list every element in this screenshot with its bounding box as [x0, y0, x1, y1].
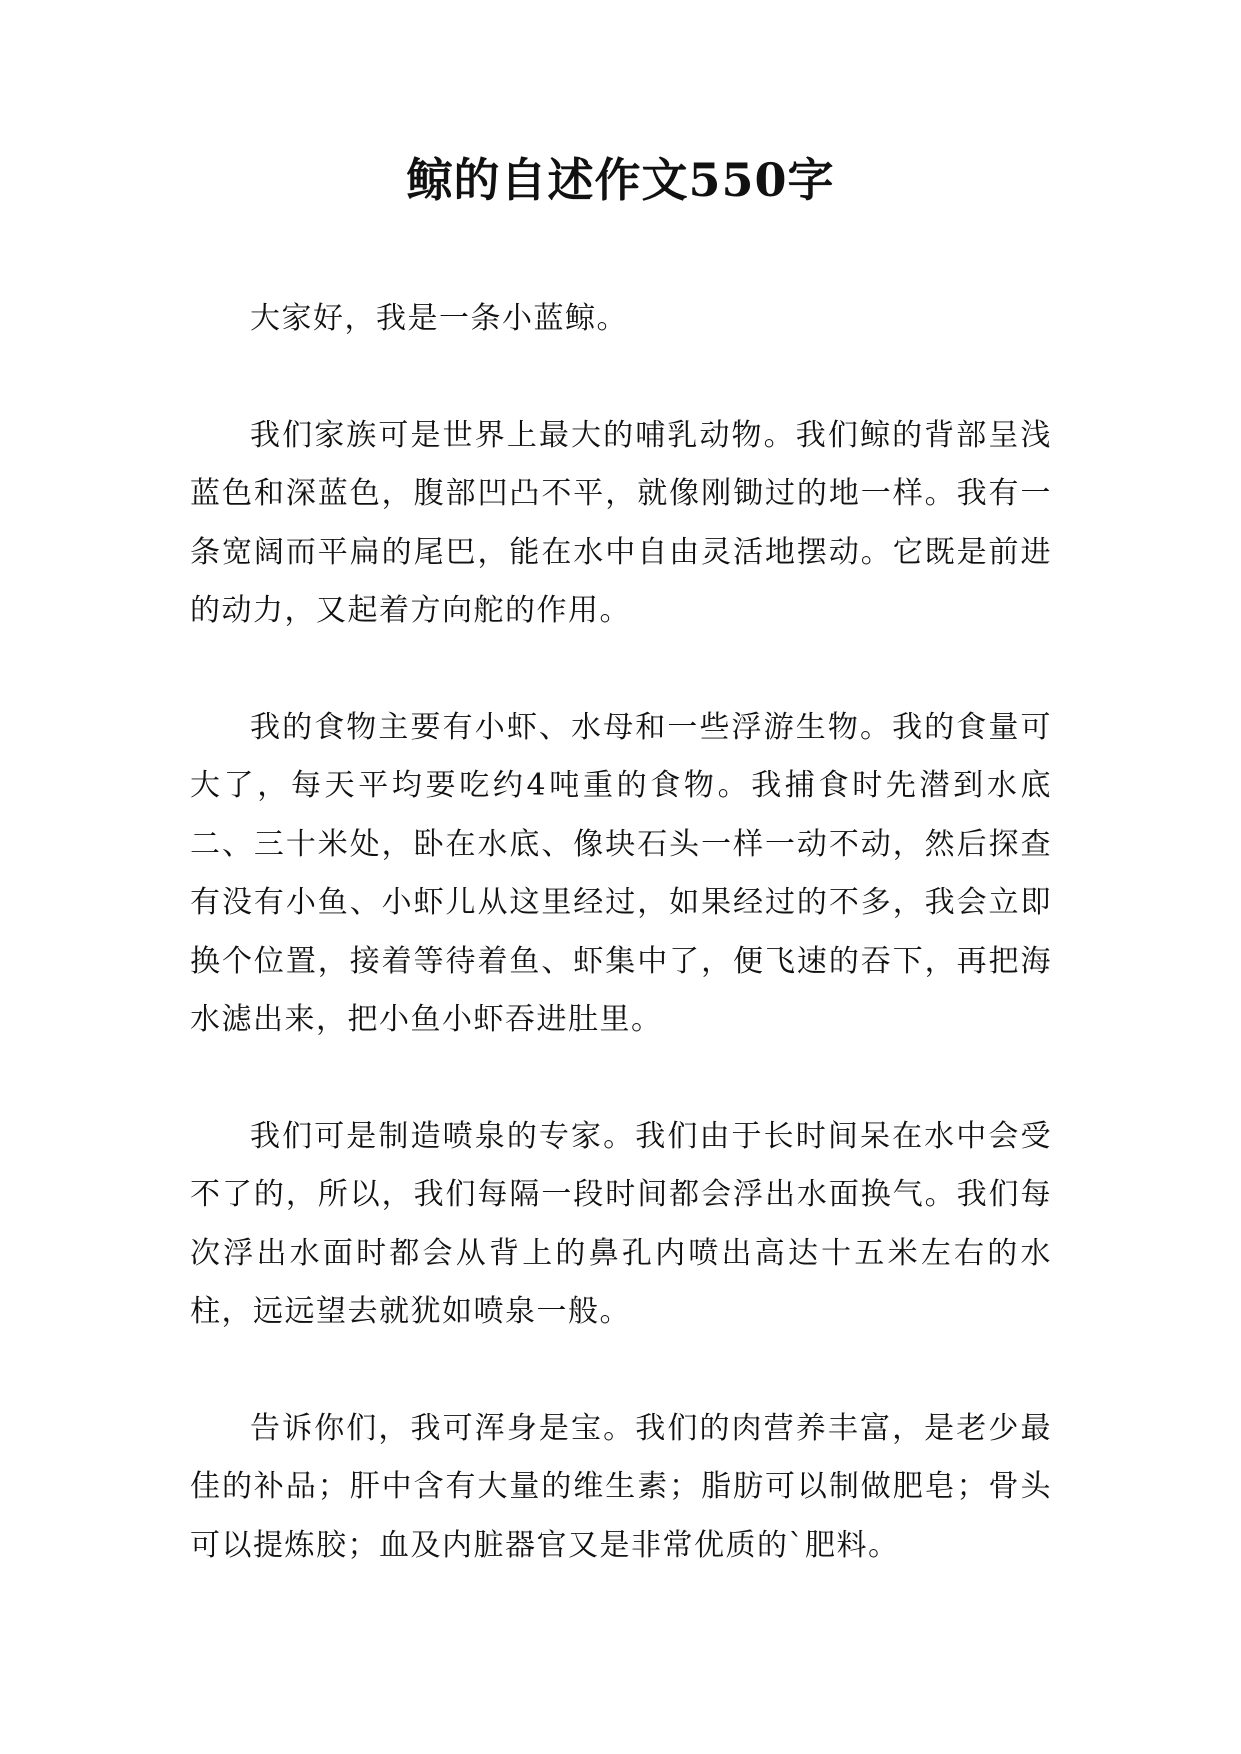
paragraph-treasure: 告诉你们，我可浑身是宝。我们的肉营养丰富，是老少最佳的补品；肝中含有大量的维生素；脂肪可以制做肥皂；骨头可以提炼胶；血及内脏器官又是非常优质的`肥料。 — [190, 1410, 1052, 1563]
paragraph-appearance: 我们家族可是世界上最大的哺乳动物。我们鲸的背部呈浅蓝色和深蓝色，腹部凹凸不平，就像刚锄过的地一样。我有一条宽阔而平扁的尾巴，能在水中自由灵活地摆动。它既是前进的动力，又起着方向舵的作用。 — [190, 417, 1052, 628]
paragraph-food: 我的食物主要有小虾、水母和一些浮游生物。我的食量可大了，每天平均要吃约4吨重的食物。我捕食时先潜到水底二、三十米处，卧在水底、像块石头一样一动不动，然后探查有没有小鱼、小虾儿从这里经过，如果经过的不多，我会立即换个位置，接着等待着鱼、虾集中了，便飞速的吞下，再把海水滤出来，把小鱼小虾吞进肚里。 — [190, 709, 1052, 1037]
document-title: 鲸的自述作文550字 — [406, 153, 835, 207]
paragraph-fountain: 我们可是制造喷泉的专家。我们由于长时间呆在水中会受不了的，所以，我们每隔一段时间都会浮出水面换气。我们每次浮出水面时都会从背上的鼻孔内喷出高达十五米左右的水柱，远远望去就犹如喷泉一般。 — [190, 1118, 1052, 1329]
paragraph-greeting: 大家好，我是一条小蓝鲸。 — [250, 301, 628, 336]
document-body — [190, 290, 1052, 1633]
